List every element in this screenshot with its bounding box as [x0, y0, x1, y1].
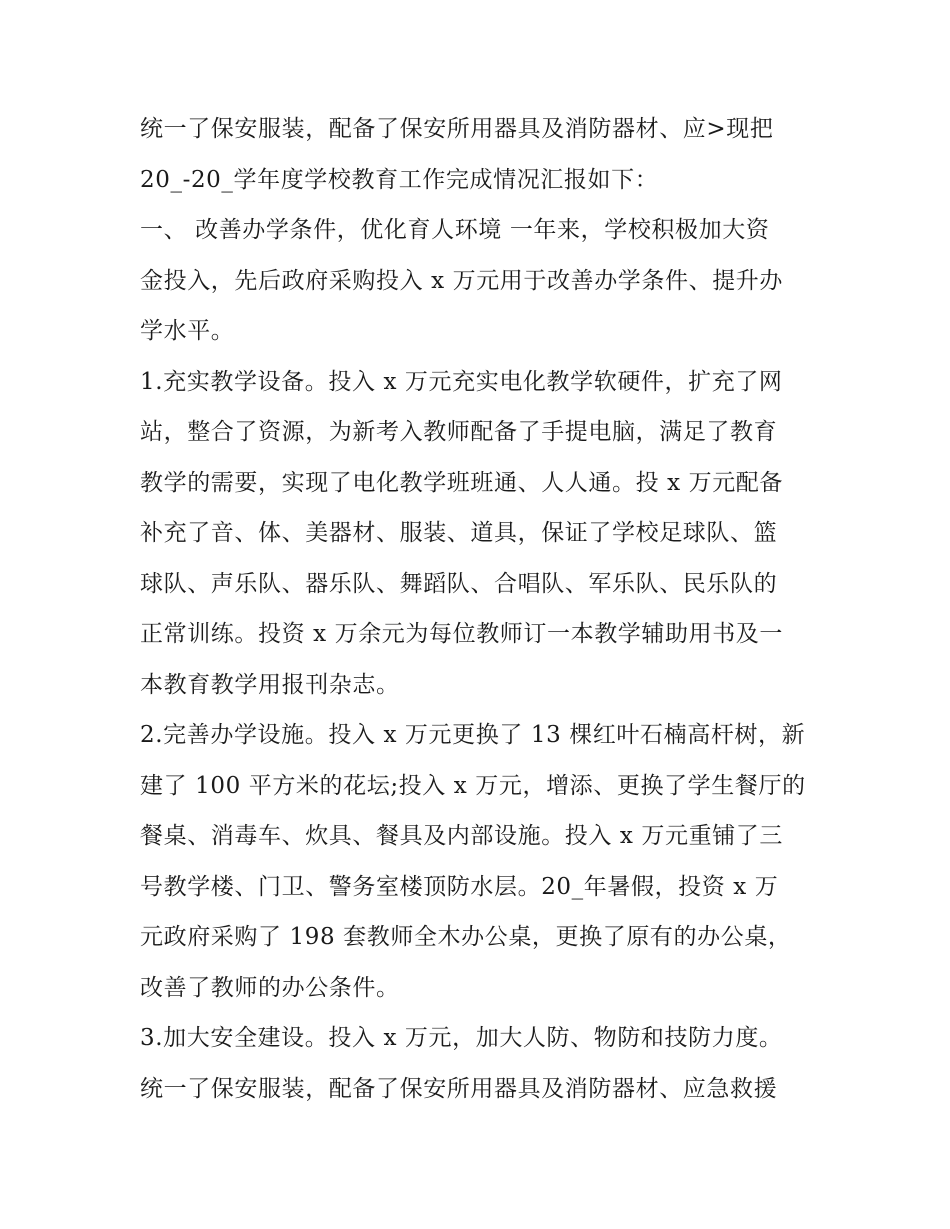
text-line: 球队、声乐队、器乐队、舞蹈队、合唱队、军乐队、民乐队的 [140, 570, 778, 597]
text-line: 一、 改善办学条件，优化育人环境 一年来，学校积极加大资 [140, 217, 770, 243]
text-line: 补充了音、体、美器材、服装、道具，保证了学校足球队、篮 [140, 520, 778, 546]
text-line: 金投入，先后政府采购投入 x 万元用于改善办学条件、提升办 [140, 267, 783, 294]
text-line: 3.加大安全建设。投入 x 万元，加大人防、物防和技防力度。 [140, 1025, 783, 1051]
text-line: 1.充实教学设备。投入 x 万元充实电化教学软硬件，扩充了网 [140, 368, 783, 395]
document-body [140, 104, 820, 1114]
text-line: 改善了教师的办公条件。 [140, 974, 400, 1001]
text-line: 20_-20_学年度学校教育工作完成情况汇报如下： [140, 166, 659, 193]
text-line: 餐桌、消毒车、炊具、餐具及内部设施。投入 x 万元重铺了三 [140, 823, 783, 849]
text-line: 本教育教学用报刊杂志。 [140, 671, 400, 698]
text-line: 统一了保安服装，配备了保安所用器具及消防器材、应>现把 [140, 116, 774, 142]
text-line: 站，整合了资源，为新考入教师配备了手提电脑，满足了教育 [140, 419, 778, 445]
text-line: 正常训练。投资 x 万余元为每位教师订一本教学辅助用书及一 [140, 621, 783, 647]
text-line: 建了 100 平方米的花坛;投入 x 万元，增添、更换了学生餐厅的 [140, 772, 806, 799]
text-line: 学水平。 [140, 318, 235, 344]
text-line: 元政府采购了 198 套教师全木办公桌，更换了原有的办公桌， [140, 924, 792, 950]
text-line: 号教学楼、门卫、警务室楼顶防水层。20_年暑假，投资 x 万 [140, 873, 779, 900]
text-line: 统一了保安服装，配备了保安所用器具及消防器材、应急救援 [140, 1075, 778, 1102]
text-line: 2.完善办学设施。投入 x 万元更换了 13 棵红叶石楠高杆树，新 [140, 722, 806, 748]
text-line: 教学的需要，实现了电化教学班班通、人人通。投 x 万元配备 [140, 469, 783, 496]
